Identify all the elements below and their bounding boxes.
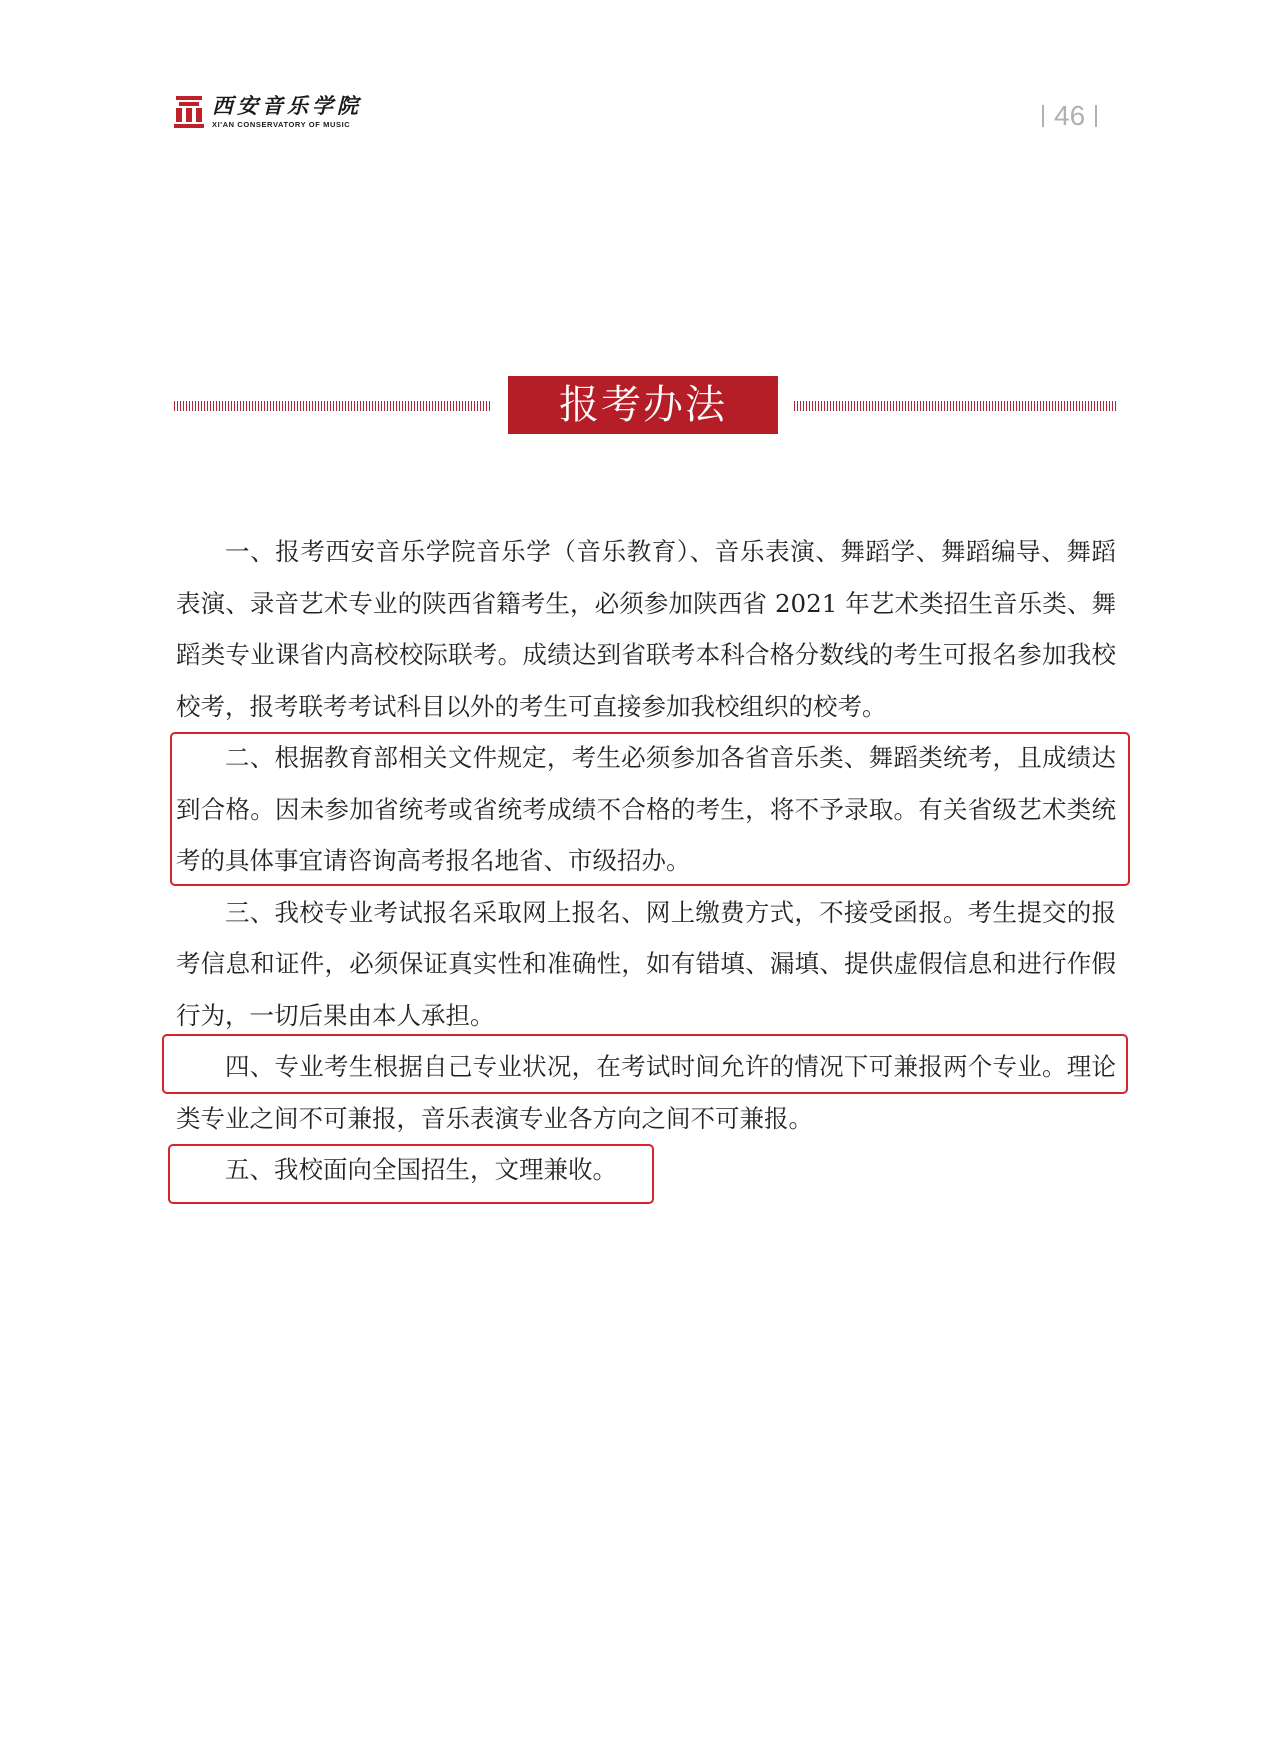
paragraph-3: 三、我校专业考试报名采取网上报名、网上缴费方式，不接受函报。考生提交的报考信息和证件，必须保证真实性和准确性，如有错填、漏填、提供虚假信息和进行作假行为，一切后果由本人承担。 (176, 897, 1116, 1030)
highlight-box-paragraph-2 (170, 732, 1130, 886)
highlight-box-paragraph-4 (162, 1034, 1128, 1094)
logo-english-name: XI'AN CONSERVATORY OF MUSIC (212, 120, 351, 129)
page-number-divider-left (1042, 105, 1044, 127)
paragraph-5: 五、我校面向全国招生，文理兼收。 (225, 1155, 617, 1184)
paragraph-4: 四、专业考生根据自己专业状况，在考试时间允许的情况下可兼报两个专业。理论类专业之间不可兼报，音乐表演专业各方向之间不可兼报。 (176, 1052, 1116, 1133)
highlight-box-paragraph-5 (168, 1144, 654, 1204)
section-title-row (174, 376, 1116, 434)
title-decoration-right (794, 401, 1116, 411)
paragraph-1: 一、报考西安音乐学院音乐学（音乐教育）、音乐表演、舞蹈学、舞蹈编导、舞蹈表演、录音艺术专业的陕西省籍考生，必须参加陕西省 2021 年艺术类招生音乐类、舞蹈类专业课省内高校校际联考。成绩达到省联考本科合格分数线的考生可报名参加我校校考，报考联考考试科目以外的考生可直接参加我校组织的校考。 (176, 537, 1116, 721)
title-decoration-left (174, 401, 490, 411)
section-title: 报考办法 (508, 376, 778, 434)
logo-chinese-name: 西安音乐学院 (212, 93, 362, 118)
page-number-divider-right (1095, 105, 1097, 127)
page-number (1032, 100, 1107, 132)
paragraph-2: 二、根据教育部相关文件规定，考生必须参加各省音乐类、舞蹈类统考，且成绩达到合格。因未参加省统考或省统考成绩不合格的考生，将不予录取。有关省级艺术类统考的具体事宜请咨询高考报名地省、市级招办。 (176, 743, 1116, 875)
page-number-value: 46 (1054, 100, 1086, 131)
school-emblem-icon (174, 94, 204, 130)
school-logo (174, 94, 362, 132)
